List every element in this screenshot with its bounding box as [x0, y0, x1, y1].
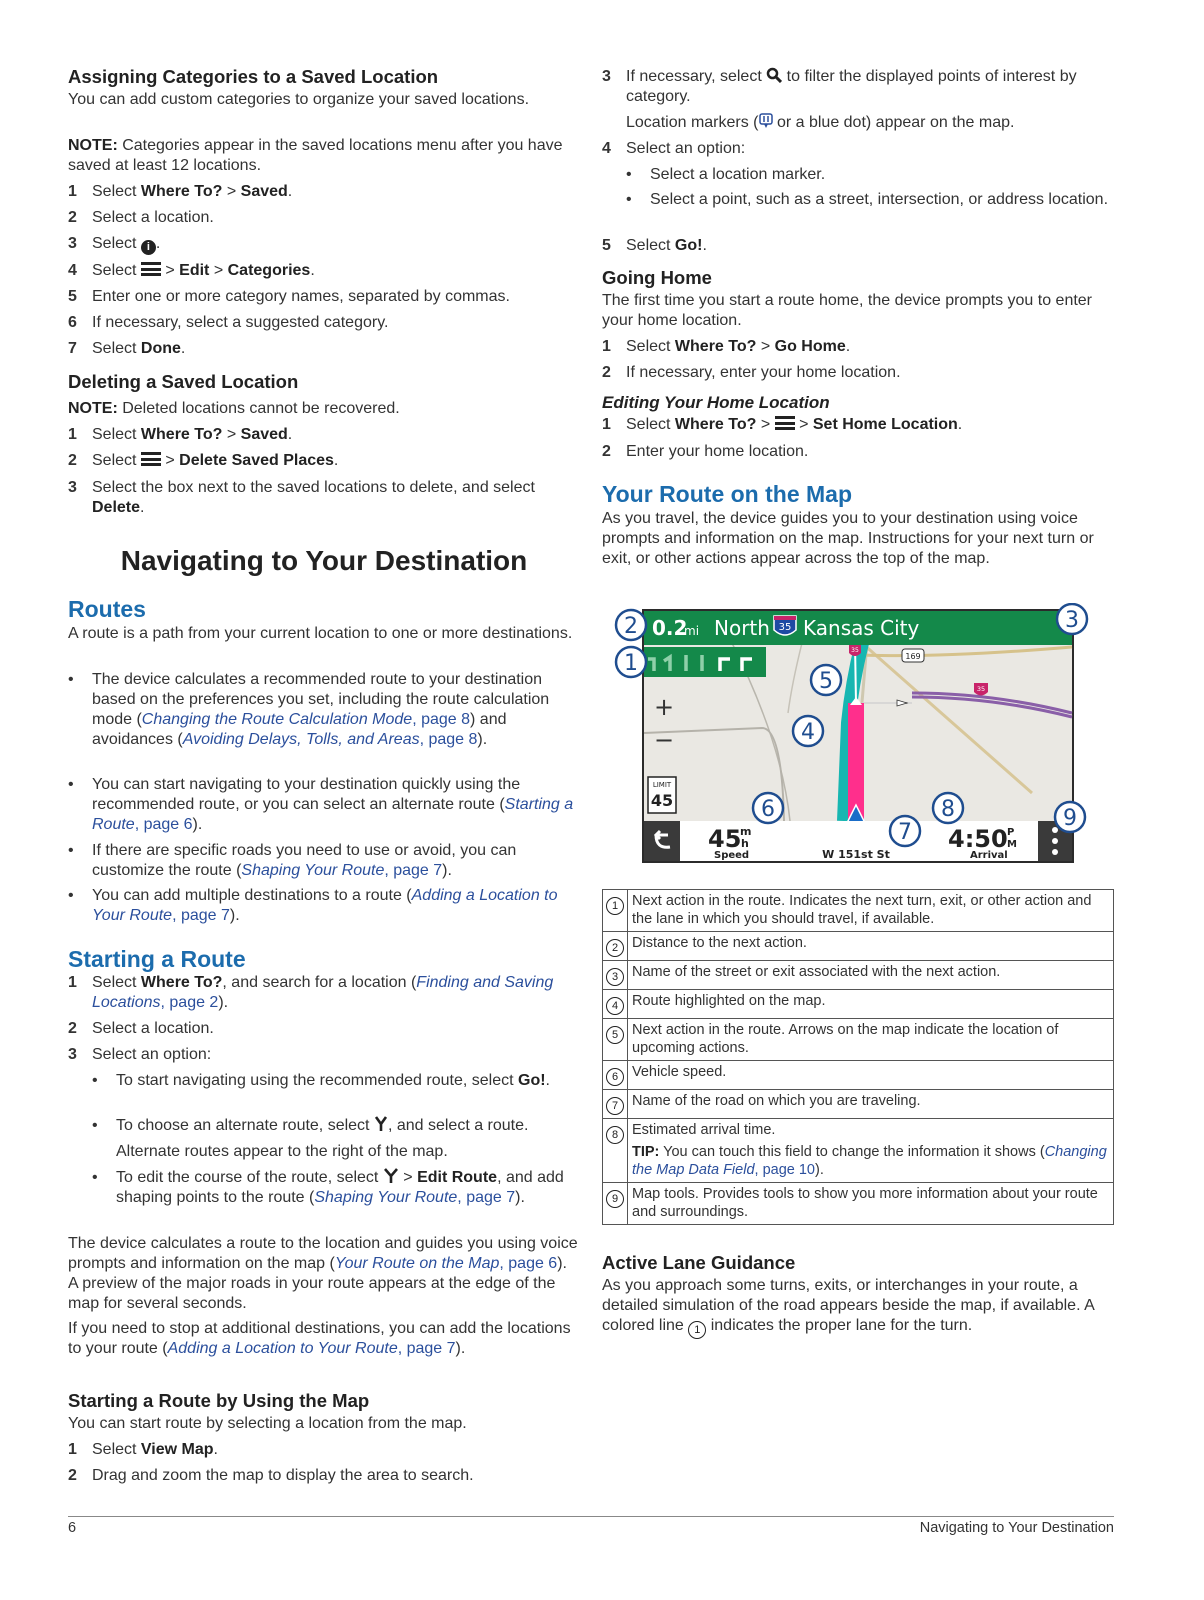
filter-step-3-sub: Location markers ( or a blue dot) appear on the map.: [626, 114, 1015, 131]
route-edit-icon: [383, 1168, 399, 1184]
table-row: 9 Map tools. Provides tools to show you more information about your route and surroundings.: [603, 1183, 1114, 1225]
link-shaping-your-route-2[interactable]: Shaping Your Route, page 7: [314, 1189, 516, 1206]
interstate-shield-map-1: [849, 645, 861, 656]
eta-ampm-top: P: [1007, 827, 1015, 838]
map-intro: As you travel, the device guides you to your destination using voice prompts and information on the map. Instructions for your next turn or exit, or other actions appear across the top of the map.: [602, 510, 1094, 567]
link-adding-a-location[interactable]: Adding a Location to Your Route, page 7: [92, 887, 558, 924]
callout-4: [793, 716, 823, 746]
bymap-intro: You can start route by selecting a location from the map.: [68, 1415, 467, 1432]
shield-number: 169: [905, 652, 921, 661]
callout-5: [811, 665, 841, 695]
speed-unit-bottom: h: [741, 837, 749, 850]
search-icon: [766, 67, 782, 83]
interstate-shield-banner: [774, 616, 796, 635]
interstate-shield-map-2: [974, 683, 988, 696]
direction-label: North: [714, 616, 770, 640]
assign-note: NOTE: Categories appear in the saved locations menu after you have saved at least 12 locations.: [68, 137, 563, 174]
table-row: 5 Next action in the route. Arrows on the map indicate the location of upcoming actions.: [603, 1019, 1114, 1061]
back-button[interactable]: [644, 821, 680, 861]
street-name: Kansas City: [803, 616, 920, 640]
lane-guidance-bar: [644, 647, 766, 677]
home-intro: The first time you start a route home, the device prompts you to enter your home location.: [602, 292, 1093, 329]
device-screen-illustration: [612, 603, 1092, 865]
menu-icon: [141, 262, 161, 276]
current-road: W 151st St: [822, 848, 890, 861]
distance-value: 0.2: [652, 616, 688, 640]
section-title-starting: Starting a Route: [68, 946, 246, 972]
info-icon: i: [141, 240, 156, 255]
callout-table: [602, 889, 1114, 1225]
link-finding-saving-locations[interactable]: Finding and Saving Locations, page 2: [92, 974, 554, 1011]
callout-2: [616, 610, 646, 640]
callout-8: [933, 793, 963, 823]
chapter-title: Navigating to Your Destination: [120, 545, 528, 576]
svg-text:4: 4: [801, 720, 815, 745]
svg-text:3: 3: [1065, 608, 1079, 633]
lane-text: As you approach some turns, exits, or interchanges in your route, a detailed simulation of the road appears beside the map, if available. A colored line 1 indicates the proper lane for the turn.: [602, 1276, 1114, 1339]
table-row: 2 Distance to the next action.: [603, 932, 1114, 961]
subsection-title-editing-home: Editing Your Home Location: [602, 393, 830, 412]
section-title-lane-guidance: Active Lane Guidance: [602, 1252, 796, 1273]
zoom-out-button[interactable]: −: [654, 726, 675, 754]
speed-unit-top: m: [740, 825, 752, 838]
routes-intro: A route is a path from your current location to one or more destinations.: [68, 625, 573, 642]
vehicle-speed-value: 45: [708, 825, 742, 853]
table-row: 3 Name of the street or exit associated with the next action.: [603, 961, 1114, 990]
svg-text:9: 9: [1063, 806, 1077, 831]
svg-text:6: 6: [761, 797, 775, 822]
section-title-by-map: Starting a Route by Using the Map: [68, 1390, 370, 1411]
zoom-in-button[interactable]: +: [654, 693, 675, 721]
callout-1: [616, 647, 646, 677]
link-changing-map-data-field[interactable]: Changing the Map Data Field, page 10: [632, 1144, 1107, 1178]
assign-intro: You can add custom categories to organize your saved locations.: [68, 91, 530, 108]
shield-number: 35: [778, 622, 792, 633]
link-starting-a-route[interactable]: Starting a Route, page 6: [92, 796, 574, 833]
footer-section: Navigating to Your Destination: [919, 1520, 1114, 1536]
callout-7: [890, 816, 920, 846]
footer-divider: [68, 1516, 1114, 1517]
starting-para-2: If you need to stop at additional destinations, you can add the locations to your route (Adding a Location to Your Route, page 7).: [68, 1320, 571, 1357]
location-marker-icon: [759, 113, 773, 129]
page-number: 6: [68, 1520, 77, 1536]
more-vertical-icon: [1052, 827, 1058, 855]
table-row: 1 Next action in the route. Indicates the next turn, exit, or other action and the lane in which you should travel, if available.: [603, 890, 1114, 932]
table-row: 7 Name of the road on which you are traveling.: [603, 1090, 1114, 1119]
eta-ampm-bottom: M: [1007, 839, 1017, 850]
table-row: 6 Vehicle speed.: [603, 1061, 1114, 1090]
callout-marker: 1: [688, 1321, 706, 1339]
eta-label: Arrival: [970, 850, 1008, 861]
svg-text:2: 2: [624, 614, 638, 639]
delete-note: NOTE: Deleted locations cannot be recovered.: [68, 400, 400, 417]
eta-value: 4:50: [948, 825, 1008, 853]
table-row: 4 Route highlighted on the map.: [603, 990, 1114, 1019]
link-avoiding-delays[interactable]: Avoiding Delays, Tolls, and Areas, page 8: [182, 731, 478, 748]
section-title-routes: Routes: [68, 596, 146, 622]
link-adding-a-location-2[interactable]: Adding a Location to Your Route, page 7: [167, 1340, 456, 1357]
svg-text:5: 5: [819, 669, 833, 694]
link-your-route-on-map[interactable]: Your Route on the Map, page 6: [334, 1255, 558, 1272]
table-row: 8 Estimated arrival time. TIP: You can touch this field to change the information it shows (Changing the Map Data Field, page 10).: [603, 1119, 1114, 1183]
starting-para-1: The device calculates a route to the location and guides you using voice prompts and information on the map (Your Route on the Map, page 6). A preview of the major roads in your route appears at the edge of the map for several seconds.: [68, 1235, 578, 1312]
alternate-routes-icon: [374, 1116, 388, 1132]
callout-9: [1055, 802, 1085, 832]
callout-3: [1057, 604, 1087, 634]
us-route-shield-map: [902, 649, 924, 662]
link-shaping-your-route[interactable]: Shaping Your Route, page 7: [241, 862, 443, 879]
svg-text:7: 7: [898, 820, 912, 845]
distance-unit: mi: [684, 624, 700, 638]
callout-6: [753, 793, 783, 823]
starting-option-2-sub: Alternate routes appear to the right of the map.: [116, 1143, 448, 1160]
speed-limit-value: 45: [650, 791, 674, 810]
menu-icon: [775, 416, 795, 430]
section-title-assigning: Assigning Categories to a Saved Location: [68, 66, 439, 87]
speed-label: Speed: [714, 850, 750, 861]
shield-number: 35: [976, 685, 986, 693]
shield-number: 35: [851, 647, 859, 654]
speed-limit-label: LIMIT: [652, 781, 672, 789]
section-title-going-home: Going Home: [602, 267, 712, 288]
menu-icon: [141, 452, 161, 466]
section-title-deleting: Deleting a Saved Location: [68, 371, 299, 392]
svg-text:8: 8: [941, 797, 955, 822]
svg-text:1: 1: [624, 651, 638, 676]
link-changing-route-mode[interactable]: Changing the Route Calculation Mode, page 8: [141, 711, 471, 728]
section-title-your-route: Your Route on the Map: [602, 481, 853, 507]
